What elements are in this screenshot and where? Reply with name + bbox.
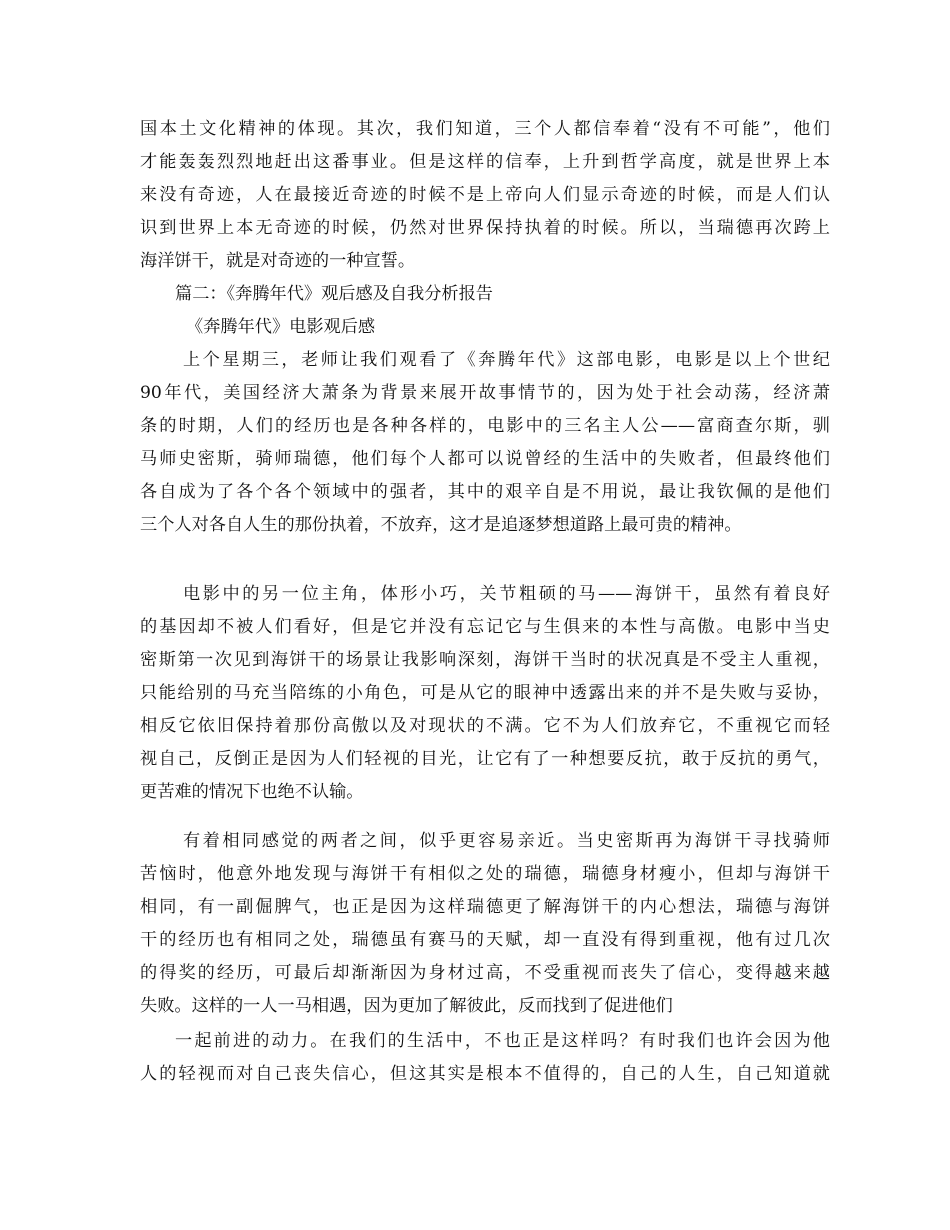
text-line: 的得奖的经历，可最后却渐渐因为身材过高，不受重视而丧失了信心，变得越来越 [140,963,830,983]
section-title: 篇二：《奔腾年代》观后感及自我分析报告 [175,284,493,304]
text-line: 相反它依旧保持着那份高傲以及对现状的不满。它不为人们放弃它，不重视它而轻 [140,716,830,736]
text-line: 90年代，美国经济大萧条为背景来展开故事情节的，因为处于社会动荡，经济萧 [140,383,830,403]
text-line: 各自成为了各个各个领域中的强者，其中的艰辛自是不用说，最让我钦佩的是他们 [140,482,830,502]
text-line: 相同，有一副倔脾气，也正是因为这样瑞德更了解海饼干的内心想法，瑞德与海饼 [140,897,830,917]
text-line: 干的经历也有相同之处，瑞德虽有赛马的天赋，却一直没有得到重视，他有过几次 [140,930,830,950]
text-line: 密斯第一次见到海饼干的场景让我影响深刻，海饼干当时的状况真是不受主人重视， [140,650,830,670]
text-line: 识到世界上本无奇迹的时候，仍然对世界保持执着的时候。所以，当瑞德再次跨上 [140,218,830,238]
text-line: 国本土文化精神的体现。其次，我们知道，三个人都信奉着“没有不可能”，他们 [140,119,830,139]
text-line: 视自己，反倒正是因为人们轻视的目光，让它有了一种想要反抗，敢于反抗的勇气， [140,749,830,769]
text-line: 条的时期，人们的经历也是各种各样的，电影中的三名主人公——富商查尔斯，驯 [140,416,830,436]
text-line: 海洋饼干，就是对奇迹的一种宣誓。 [140,251,416,271]
text-line: 马师史密斯，骑师瑞德，他们每个人都可以说曾经的生活中的失败者，但最终他们 [140,449,830,469]
text-line: 人的轻视而对自己丧失信心，但这其实是根本不值得的，自己的人生，自己知道就 [140,1064,830,1084]
text-line: 一起前进的动力。在我们的生活中，不也正是这样吗？有时我们也许会因为他 [175,1031,830,1051]
text-line: 来没有奇迹，人在最接近奇迹的时候不是上帝向人们显示奇迹的时候，而是人们认 [140,185,830,205]
text-line: 电影中的另一位主角，体形小巧，关节粗硕的马——海饼干，虽然有着良好 [183,584,830,604]
text-line: 三个人对各自人生的那份执着，不放弃，这才是追逐梦想道路上最可贵的精神。 [140,515,742,535]
text-line: 才能轰轰烈烈地赶出这番事业。但是这样的信奉，上升到哲学高度，就是世界上本 [140,152,830,172]
subsection-title: 《奔腾年代》电影观后感 [186,317,376,337]
text-line: 苦恼时，他意外地发现与海饼干有相似之处的瑞德，瑞德身材瘦小，但却与海饼干 [140,864,830,884]
text-line: 有着相同感觉的两者之间，似乎更容易亲近。当史密斯再为海饼干寻找骑师 [183,831,830,851]
text-line: 的基因却不被人们看好，但是它并没有忘记它与生俱来的本性与高傲。电影中当史 [140,617,830,637]
text-line: 失败。这样的一人一马相遇，因为更加了解彼此，反而找到了促进他们 [140,996,673,1016]
text-line: 上个星期三，老师让我们观看了《奔腾年代》这部电影，电影是以上个世纪 [183,350,830,370]
text-line: 只能给别的马充当陪练的小角色，可是从它的眼神中透露出来的并不是失败与妥协， [140,683,830,703]
text-line: 更苦难的情况下也绝不认输。 [140,782,364,802]
